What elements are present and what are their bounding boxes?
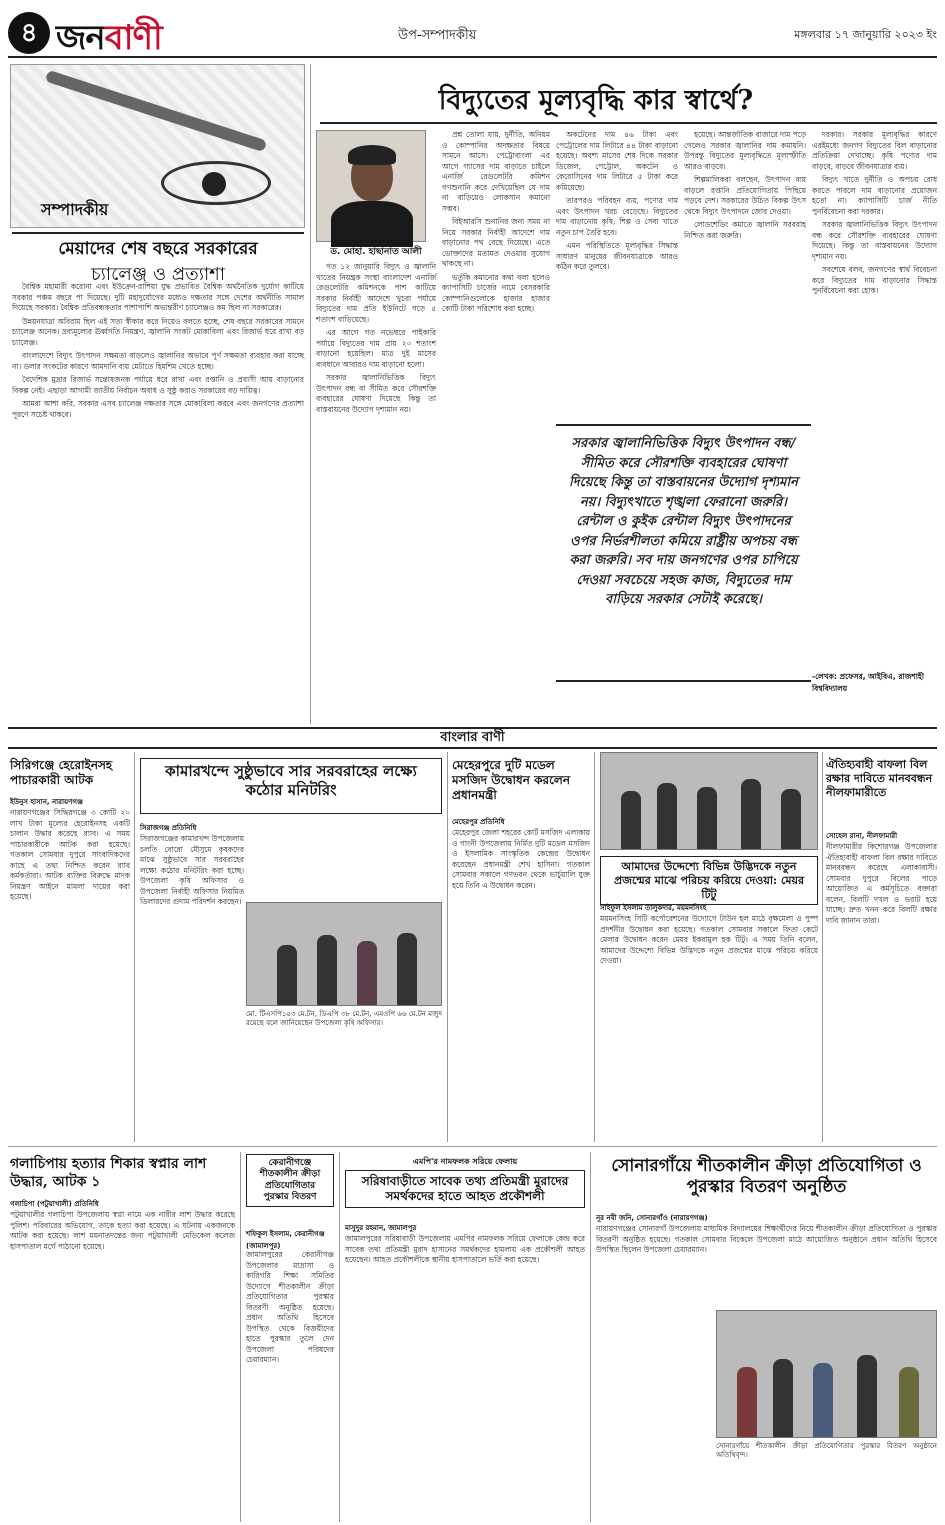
- column-divider: [822, 752, 823, 1142]
- news-body: নীলফামারীর কিশোরগঞ্জ উপজেলার ঐতিহ্যবাহী বাফলা বিল রক্ষার দাবিতে মানববন্ধন করেছে এলাকাবাসী। সোমবার দুপুরে বিলের পাড়ে আয়োজিত এ কর্মসূচিতে বক্তারা বলেন, বিলটি দখল ও ভরাট হয়ে যাচ্ছে। দ্রুত খনন করে বিলটি রক্ষার দাবি জানান তারা।: [826, 842, 937, 925]
- opinion-paragraph: সরকার জ্বালানিভিত্তিক বিদ্যুৎ উৎপাদন বন্ধ বা সীমিত করে সৌরশক্তি ব্যবহারের ঘোষণা দিয়েছে কিন্তু তা বাস্তবায়নের উদ্যোগ দৃশ্যমান নয়।: [316, 373, 436, 414]
- section-band: বাংলার বাণী: [8, 727, 937, 749]
- pen-icon: [45, 70, 267, 152]
- news-kicker: এমপি'র নামফলক সরিয়ে ফেলায়: [412, 1157, 518, 1166]
- author-name: ড. মোহা. হাছানাত আলী: [330, 247, 422, 257]
- news-title: গলাচিপায় হত্যার শিকার স্বপ্নার লাশ উদ্ধার, আটক ১: [10, 1156, 207, 1190]
- news-body: মেহেরপুর জেলা শহরের কোর্ট মসজিদ এলাকায় ও গাংনী উপজেলায় নির্মিত দুটি মডেল মসজিদ ও ইসলামিক সাংস্কৃতিক কেন্দ্রের উদ্বোধন করেছেন প্রধানমন্ত্রী শেখ হাসিনা। গতকাল সোমবার সকালে গণভবন থেকে ভার্চুয়ালি যুক্ত হয়ে তিনি এ উদ্বোধন করেন।: [452, 828, 590, 890]
- editorial-illustration: [10, 64, 305, 228]
- opinion-paragraph: সরকার জ্বালানিভিত্তিক বিদ্যুৎ উৎপাদন বন্ধ করে সৌরশক্তি ব্যবহারের ঘোষণা দিয়েছে। কিন্তু তা বাস্তবায়নের উদ্যোগ দৃশ্যমান নয়।: [812, 220, 937, 261]
- column-divider: [590, 1152, 591, 1522]
- column-divider: [134, 752, 135, 1142]
- opinion-paragraph: ভর্তুকি কমানোর কথা বলা হলেও ক্যাপাসিটি চার্জের নামে বেসরকারি কোম্পানিগুলোকে হাজার হাজার কোটি টাকা পরিশোধ করা হচ্ছে।: [442, 272, 550, 314]
- news-byline: ইউনুস হাসান, নারায়ণগঞ্জ: [10, 798, 83, 806]
- news-title: কামারখন্দে সুষ্ঠুভাবে সার সরবরাহের লক্ষ্যে কঠোর মনিটরিং: [140, 758, 442, 814]
- opinion-paragraph: লোডশেডিং কমাতে জ্বালানি সরবরাহ নিশ্চিত করা জরুরি।: [684, 220, 806, 240]
- opinion-paragraph: এমন পরিস্থিতিতে মূল্যবৃদ্ধির সিদ্ধান্ত সাধারণ মানুষের জীবনযাত্রাকে আরও কঠিন করে তুলবে।: [556, 241, 678, 272]
- editorial-body: [12, 282, 304, 720]
- author-credit-place: রাজশাহী বিশ্ববিদ্যালয়: [812, 672, 925, 693]
- opinion-paragraph: তারপরও পরিবহন ব্যয়, পণ্যের দাম এবং উৎপাদন খরচ বেড়েছে। বিদ্যুতের দাম বাড়ানোয় কৃষি, শিল্প ও সেবা খাতে নতুন চাপ তৈরি হবে।: [556, 196, 678, 237]
- eye-icon: [161, 161, 271, 205]
- news-byline: সোহেল রানা, নীলফামারী: [826, 832, 898, 840]
- news-title: সরিষাবাড়ীতে সাবেক তথ্য প্রতিমন্ত্রী মুরাদের সমর্থকদের হাতে আহত প্রকৌশলী: [345, 1170, 585, 1208]
- dateline: মঙ্গলবার ১৭ জানুয়ারি ২০২৩ ইং: [794, 28, 937, 41]
- opinion-paragraph: গত ১২ জানুয়ারি বিদ্যুৎ ও জ্বালানি খাতের নিয়ন্ত্রক সংস্থা বাংলাদেশ এনার্জি রেগুলেটরি কমিশনকে পাশ কাটিয়ে সরকার নির্বাহী আদেশে খুচরা পর্যায়ে বিদ্যুতের দাম প্রতি ইউনিটে গড়ে ৫ শতাংশ বাড়িয়েছে।: [316, 262, 436, 324]
- editorial-paragraph: উন্নয়নযাত্রা অবিরাম ছিল এই সত্য স্বীকার করে নিয়েও বলতে হচ্ছে, শেষ বছরে সরকারের সামনে চ্যালেঞ্জ অনেক। দ্রব্যমূল্যের ঊর্ধ্বগতি নিয়ন্ত্রণ, জ্বালানি সংকট মোকাবিলা এবং রিজার্ভ ধরে রাখা বড় চ্যালেঞ্জ।: [12, 316, 304, 347]
- column-divider: [339, 1152, 340, 1522]
- section-title: উপ-সম্পাদকীয়: [398, 28, 477, 43]
- news-byline: নূর নবী জনি, সোনারগাঁও (নারায়ণগঞ্জ): [596, 1214, 708, 1222]
- editorial-headline: [12, 232, 304, 287]
- author-credit-role: -লেখক: প্রফেসর, আইবিএ,: [812, 672, 896, 681]
- column-divider: [240, 1152, 241, 1522]
- column-divider: [594, 752, 595, 1142]
- opinion-paragraph: এর আগে গত নভেম্বরে পাইকারি পর্যায়ে বিদ্যুতের দাম প্রায় ২০ শতাংশ বাড়ানো হয়েছিল। মাত্র দুই মাসের ব্যবধানে আবারও দাম বাড়ানো হলো।: [316, 328, 436, 369]
- opinion-paragraph: সবশেষে বলব, জনগণের স্বার্থ বিবেচনা করে বিদ্যুতের দাম বাড়ানোর সিদ্ধান্ত পুনর্বিবেচনা করা হোক।: [812, 265, 937, 296]
- opinion-paragraph: হয়েছে। আন্তর্জাতিক বাজারে দাম পড়ে গেলেও সরকার জ্বালানির দাম কমায়নি। উপরন্তু বিদ্যুতের মূল্যবৃদ্ধিতে মূল্যস্ফীতি আরও বাড়বে।: [684, 130, 806, 171]
- news-body: নারায়ণগঞ্জের সোনারগাঁ উপজেলায় মাধ্যমিক বিদ্যালয়ের শিক্ষার্থীদের নিয়ে শীতকালীন ক্রীড়া প্রতিযোগিতা ও পুরস্কার বিতরণী অনুষ্ঠিত হয়েছে। গতকাল সোমবার বিকেলে উপজেলা মাঠে আয়োজিত অনুষ্ঠানে প্রধান অতিথি হিসেবে উপস্থিত ছিলেন উপজেলা চেয়ারম্যান।: [596, 1224, 937, 1255]
- opinion-paragraph: বিইআরসি শুনানির জন্য সময় না নিয়ে সরকার নির্বাহী আদেশে দাম বাড়ানোর পথ বেছে নিয়েছে। এতে ভোক্তাদের মতামত দেওয়ার সুযোগ থাকছে না।: [442, 217, 550, 269]
- row-divider: [8, 1146, 937, 1147]
- news-byline: মাসুদুর রহমান, জামালপুর: [345, 1224, 417, 1232]
- paper-name-part-a: জন: [56, 18, 105, 58]
- paper-name-part-b: বাণী: [104, 18, 162, 58]
- news-title: মেহেরপুরে দুটি মডেল মসজিদ উদ্বোধন করলেন প্রধানমন্ত্রী: [452, 758, 571, 802]
- editorial-paragraph: আমরা আশা করি, সরকার এসব চ্যালেঞ্জ দক্ষতার সঙ্গে মোকাবিলা করবে এবং জনগণের প্রত্যাশা পূরণে সচেষ্ট থাকবে।: [12, 399, 304, 419]
- news-title: সিরিগঞ্জে হেরোইনসহ পাচারকারী আটক: [10, 758, 113, 787]
- news-title: সোনারগাঁয়ে শীতকালীন ক্রীড়া প্রতিযোগিতা ও পুরস্কার বিতরণ অনুষ্ঠিত: [611, 1156, 922, 1198]
- paper-logo: [56, 12, 162, 69]
- news-title: ঐতিহ্যবাহী বাফলা বিল রক্ষার দাবিতে মানববন্ধন নীলফামারীতে: [826, 758, 933, 799]
- opinion-paragraph: প্রশ্ন তোলা যায়, দুর্নীতি, অনিয়ম ও কোম্পানির অদক্ষতার বিষয়ে সামনে আসে। পেট্রোবাংলা এর আগে গ্যাসের দাম বাড়াতে চাইলে এনার্জি রেগুলেটরি কমিশন গণশুনানি করে দেখিয়েছিল যে দাম না বাড়িয়েও লোকসান কমানো সম্ভব।: [442, 130, 550, 213]
- editorial-headline-line1: মেয়াদের শেষ বছরে সরকারের: [58, 239, 258, 259]
- news-body: সিরাজগঞ্জের কামারখন্দ উপজেলায় চলতি বোরো মৌসুমে কৃষকদের মাঝে সুষ্ঠুভাবে সার সরবরাহের লক্ষ্যে কঠোর মনিটরিং করা হচ্ছে। উপজেলা কৃষি অফিসার ও উপজেলা নির্বাহী অফিসার নিয়মিত ডিলারদের গুদাম পরিদর্শন করছেন।: [140, 834, 244, 907]
- opinion-column-5: [812, 130, 937, 670]
- editorial-paragraph: বাংলাদেশে বিদ্যুৎ উৎপাদন সক্ষমতা বাড়লেও জ্বালানির অভাবে পূর্ণ সক্ষমতা ব্যবহার করা যাচ্ছে না। ডলার সংকটের কারণে আমদানি ব্যয় মেটাতে হিমশিম খেতে হচ্ছে।: [12, 351, 304, 371]
- opinion-paragraph: শিল্পমালিকরা বলছেন, উৎপাদন ব্যয় বাড়লে রপ্তানি প্রতিযোগিতায় পিছিয়ে পড়বে দেশ। সরকারের উচিত বিকল্প উৎস থেকে বিদ্যুৎ উৎপাদনে জোর দেওয়া।: [684, 175, 806, 216]
- news-byline: শফিকুল ইসলাম, কেরানীগঞ্জ (জামালপুর): [246, 1230, 325, 1250]
- pull-quote: সরকার জ্বালানিভিত্তিক বিদ্যুৎ উৎপাদন বন্ধ/সীমিত করে সৌরশক্তি ব্যবহারের ঘোষণা দিয়েছে কিন্তু তা বাস্তবায়নের উদ্যোগ দৃশ্যমান নয়। বিদ্যুৎখাতে শৃঙ্খলা ফেরানো জরুরি। রেন্টাল ও কুইক রেন্টাল বিদ্যুৎ উৎপাদনের ওপর নির্ভরশীলতা কমিয়ে রাষ্ট্রীয় অপচয় বন্ধ করা জরুরি। সব দায় জনগণের ওপর চাপিয়ে দেওয়া সবচেয়ে সহজ কাজ, বিদ্যুতের দাম বাড়িয়ে সরকার সেটাই করেছে।: [556, 424, 811, 682]
- masthead: [8, 8, 937, 58]
- editorial-paragraph: বৈশ্বিক মহামারী করোনা এবং ইউক্রেন-রাশিয়া যুদ্ধ প্রভাবিত বৈশ্বিক অর্থনৈতিক দুর্যোগ কাটিয়ে সরকার পঞ্চম বছরে পা দিয়েছে। দুটি মহাদুর্যোগের মধ্যেও দক্ষতার সঙ্গে দেশের অর্থনীতি সামাল দিয়েছে সরকার। বৈশ্বিক প্রতিবন্ধকতার পাশাপাশি অভ্যন্তরীণ চ্যালেঞ্জও কম ছিল না সরকারের।: [12, 282, 304, 313]
- opinion-paragraph: দরকার। সরকার মূল্যবৃদ্ধির কারণে এরইমধ্যে জনগণ বিদ্যুতের বিল বাড়ানোর প্রতিক্রিয়া দেখাচ্ছে। কৃষি পণ্যের দাম বাড়বে, বাড়বে জীবনযাত্রার ব্যয়।: [812, 130, 937, 171]
- news-body: জামালপুরের কেরানীগঞ্জ উপজেলার মাদ্রাসা ও কারিগরি শিক্ষা সমিতির উদ্যোগে শীতকালীন ক্রীড়া প্রতিযোগিতার পুরস্কার বিতরণী অনুষ্ঠিত হয়েছে। প্রধান অতিথি হিসেবে উপস্থিত থেকে বিজয়ীদের হাতে পুরস্কার তুলে দেন উপজেলা পরিষদের চেয়ারম্যান।: [246, 1250, 334, 1365]
- author-photo: [316, 130, 426, 242]
- opinion-headline: বিদ্যুতের মূল্যবৃদ্ধি কার স্বার্থে?: [438, 85, 754, 116]
- opinion-column-1: [316, 262, 436, 722]
- news-body: জামালপুরের সরিষাবাড়ী উপজেলায় এমপির নামফলক সরিয়ে ফেলাকে কেন্দ্র করে সাবেক তথ্য প্রতিমন্ত্রী মুরাদ হাসানের সমর্থকদের হামলায় এক প্রকৌশলী আহত হয়েছেন। আহত প্রকৌশলীকে স্থানীয় হাসপাতালে ভর্তি করা হয়েছে।: [345, 1234, 585, 1265]
- opinion-paragraph: অকটেনের দাম ৪৬ টাকা এবং পেট্রোলের দাম লিটারে ৪৪ টাকা বাড়ানো হয়েছে। অবশ্য মাসের শেষ দিকে সরকার ডিজেল, পেট্রোল, অকটেন ও কেরোসিনের দাম লিটারে ৫ টাকা করে কমিয়েছে।: [556, 130, 678, 192]
- news-byline: সিরাজগঞ্জ প্রতিনিধি: [140, 824, 197, 832]
- opinion-column-4: [684, 130, 806, 418]
- author-credit: [812, 672, 937, 696]
- opinion-headline-rule: [320, 122, 937, 124]
- opinion-column-3: [556, 130, 678, 418]
- opinion-column-2: [442, 130, 550, 722]
- news-byline: সাইফুল ইসলাম তালুকদার, ময়মনসিংহ: [600, 904, 707, 912]
- editorial-paragraph: বৈদেশিক মুদ্রার রিজার্ভ সন্তোষজনক পর্যায়ে ধরে রাখা এবং রপ্তানি ও প্রবাসী আয় বাড়ানোর বিকল্প নেই। এছাড়া আগামী জাতীয় নির্বাচন অবাধ ও সুষ্ঠু করাও সরকারের বড় দায়িত্ব।: [12, 375, 304, 395]
- page-number: ৪: [8, 12, 50, 54]
- news-body: ময়মনসিংহ সিটি কর্পোরেশনের উদ্যোগে টাউন হল মাঠে বৃক্ষমেলা ও পুষ্প প্রদর্শনীর উদ্বোধন করা হয়েছে। গতকাল সোমবার সকালে ফিতা কেটে মেলার উদ্বোধন করেন মেয়র ইকরামুল হক টিটু। এ সময় তিনি বলেন, আমাদের উদ্দেশ্যে বিভিন্ন উদ্ভিদকে নতুন প্রজন্মের মাঝে পরিচয় করিয়ে দেওয়া।: [600, 914, 818, 966]
- column-divider: [310, 64, 311, 724]
- news-byline: গলাচিপা (পটুয়াখালী) প্রতিনিধি: [10, 1200, 99, 1208]
- news-title: আমাদের উদ্দেশ্যে বিভিন্ন উদ্ভিদকে নতুন প্রজন্মের মাঝে পরিচয় করিয়ে দেওয়া: মেয়র টিটু: [600, 856, 818, 905]
- editorial-tag: সম্পাদকীয়: [41, 200, 109, 219]
- news-byline: মেহেরপুর প্রতিনিধি: [452, 818, 505, 826]
- photo-caption: মো. টিএসপি১৫৩ মে.টন, ডিএপি ৩৮ মে.টন, এমওপি ৬৬ মে.টন মজুদ রয়েছে বলে জানিয়েছেন উপজেলা কৃষি অফিসার।: [246, 1010, 442, 1028]
- news-photo: [716, 1310, 937, 1438]
- editorial-headline-line2: চ্যালেঞ্জ ও প্রত্যাশা: [90, 263, 226, 285]
- opinion-paragraph: বিদ্যুৎ খাতে দুর্নীতি ও অপচয় রোধ করতে পারলে দাম বাড়ানোর প্রয়োজন হতো না। ক্যাপাসিটি চার্জ নীতি পুনর্বিবেচনা করা দরকার।: [812, 175, 937, 216]
- photo-caption: সোনারগাঁয়ে শীতকালীন ক্রীড়া প্রতিযোগিতার পুরস্কার বিতরণ অনুষ্ঠানে অতিথিবৃন্দ।: [716, 1442, 937, 1460]
- news-body: নারায়ণগঞ্জের সিদ্ধিরগঞ্জে ৩ কোটি ২০ লাখ টাকা মূল্যের হেরোইনসহ একটি চালান উদ্ধার করেছে র‌্যাব। এ সময় পাচারকারীকে আটক করা হয়েছে। গতকাল সোমবার দুপুরে সাংবাদিকদের কাছে এ তথ্য নিশ্চিত করেন র‌্যাব কর্মকর্তারা। আটক ব্যক্তির বিরুদ্ধে মাদক নিয়ন্ত্রণ আইনে মামলা দায়ের করা হয়েছে।: [10, 808, 130, 902]
- news-title: কেরানীগঞ্জে শীতকালীন ক্রীড়া প্রতিযোগিতার পুরস্কার বিতরণ: [246, 1154, 334, 1207]
- news-photo: [600, 752, 818, 850]
- news-body: পটুয়াখালীর গলাচিপা উপজেলায় স্বপ্না নামে এক নারীর লাশ উদ্ধার করেছে পুলিশ। পরিবারের অভিযোগ, তাকে হত্যা করা হয়েছে। এ ঘটনায় একজনকে আটক করা হয়েছে। লাশ ময়নাতদন্তের জন্য পটুয়াখালী মেডিকেল কলেজ হাসপাতাল মর্গে পাঠানো হয়েছে।: [10, 1210, 235, 1251]
- news-photo: [246, 902, 442, 1006]
- column-divider: [447, 752, 448, 1142]
